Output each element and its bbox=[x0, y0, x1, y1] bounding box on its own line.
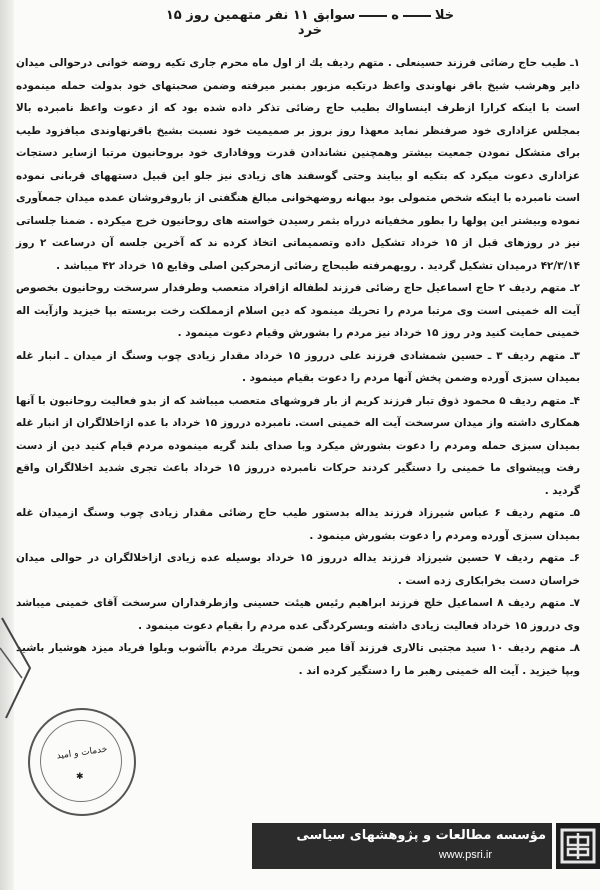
logo-graphic bbox=[556, 823, 600, 869]
document-body bbox=[16, 52, 580, 682]
paragraph-8: ۸ـ متهم ردیف ۱۰ سید مجتبی تالاری فرزند آقا میر ضمن تحریك مردم باآشوب وبلوا فریاد میزد هوشیار باشید وبپا خیزید . آیت اله خمینی رهبر ما را دستگیر کرده اند . bbox=[16, 642, 580, 677]
round-stamp bbox=[28, 708, 136, 816]
paragraph-4: ۴ـ متهم ردیف ۵ محمود ذوق تبار فرزند کریم از بار فروشهای متعصب میباشد که از بدو فعالیت روحانیون با آنها همکاری داشته واز میدان سرسخت آیت اله خمینی است. نامبرده درروز ۱۵ خرداد با عده ازاخلالگران از انبار غله بمیدان سبزی حمله ومردم را دعوت بشورش میکرد وبا صدای بلند گریه مینموده مردم قیام کنید دین از دست رفت وپیشوای ما خمینی را دستگیر کردند حرکات نامبرده درروز ۱۵ خرداد باعث تجری شدید اخلالگران واقع گردید . bbox=[16, 394, 580, 497]
psri-logo-icon bbox=[556, 823, 600, 869]
heading-dash bbox=[403, 15, 431, 17]
institute-name: مؤسسه مطالعات و پژوهشهای سیاسی bbox=[296, 828, 546, 843]
institute-url[interactable]: www.psri.ir bbox=[438, 849, 492, 861]
heading-middle: ه bbox=[391, 8, 399, 23]
paragraph-3: ۳ـ متهم ردیف ۳ ـ حسین شمشادی فرزند علی درروز ۱۵ خرداد مقدار زیادی چوب وسنگ از میدان ـ انبار غله بمیدان سبزی آورده وضمن پخش آنها مردم را دعوت بقیام مینمود . bbox=[16, 349, 580, 384]
institute-footer bbox=[252, 823, 552, 869]
heading-dash bbox=[359, 15, 387, 17]
heading-title: سوابق ۱۱ نفر متهمین روز ۱۵ خرد bbox=[165, 8, 356, 38]
heading-prefix: خلا bbox=[434, 8, 455, 23]
paragraph-5: ۵ـ متهم ردیف ۶ عباس شیرزاد فرزند یداله بدستور طیب حاج رضائی مقدار زیادی چوب وسنگ ازمیدان غله بمیدان سبزی آورده ومردم را دعوت بشورش مینمود . bbox=[16, 507, 580, 542]
document-heading bbox=[160, 8, 460, 38]
paragraph-2: ۲ـ متهم ردیف ۲ حاج اسماعیل حاج رضائی فرزند لطفاله ازافراد متعصب وطرفدار سرسخت روحانیون بخصوص آیت اله خمینی است وی مرتبا مردم را تحریك مینمود که دین اسلام ازمملکت رخت بربسته بپا خیزید وازآیت اله خمینی حمایت کنید ودر روز ۱۵ خرداد نیز مردم را بشورش وقیام دعوت مینمود . bbox=[16, 282, 580, 339]
stamp-star-icon: ✱ bbox=[76, 772, 84, 782]
paragraph-6: ۶ـ متهم ردیف ۷ حسین شیرزاد فرزند یداله درروز ۱۵ خرداد بوسیله عده زیادی ازاخلالگران در حوالی میدان خراسان دست بخرابکاری زده است . bbox=[16, 552, 580, 587]
paragraph-1: ۱ـ طیب حاج رضائی فرزند حسینعلی . متهم ردیف یك از اول ماه محرم جاری تکیه روضه خوانی درحوالی میدان دایر وهرشب شیخ باقر نهاوندی واعظ درتکیه مزبور بمنبر میرفته وضمن صحبتهای خود بدولت حمله مینموده است با اینکه کرارا ازطرف اینساواك بطیب حاج رضائی تذکر داده شده بود که از دعوت واعظ نامبرده بالا بمجلس عزاداری خود صرفنظر نماید معهذا روز بروز بر صمیمیت خود نسبت بشیخ باقرنهاوندی میافزود طیب برای متشکل نمودن جمعیت بیشتر وهمچنین نشاندادن قدرت ووفاداری خود بروحانیون مرتبا ازسایر دستجات عزاداری دعوت میکرد که بتکیه او بیایند وحتی گوسفند های زیادی نیز جلو این قبیل دستههای قربانی نموده است نامبرده با اینکه شخص متمولی بود ببهانه روضهخوانی مبالغ هنگفتی از باروفروشان عمده میدان جمعآوری نموده وبیشتر این پولها را بطور مخفیانه درراه بثمر رسیدن خواسته های روحانیون خرج میکرده . ضمنا جلساتی نیز در روزهای قبل از ۱۵ خرداد تشکیل داده وتصمیماتی اتخاذ کرده ند که آخرین جلسه آن درساعت ۲ روز ۴۲/۳/۱۴ درمیدان تشکیل گردید . رویهمرفته طیبحاج رضائی ازمحرکین اصلی وقایع ۱۵ خرداد ۴۲ میباشد . bbox=[16, 57, 580, 272]
stamp-text: خدمات و امید bbox=[55, 744, 109, 762]
scan-edge-shadow bbox=[0, 0, 14, 890]
margin-scribble bbox=[0, 608, 40, 728]
paragraph-7: ۷ـ متهم ردیف ۸ اسماعیل خلج فرزند ابراهیم رئیس هیئت حسینی وازطرفداران سرسخت آقای خمینی میباشد وی درروز ۱۵ خرداد فعالیت زیادی داشته وبسرکردگی عده مردم را بقیام دعوت مینمود . bbox=[16, 597, 580, 632]
